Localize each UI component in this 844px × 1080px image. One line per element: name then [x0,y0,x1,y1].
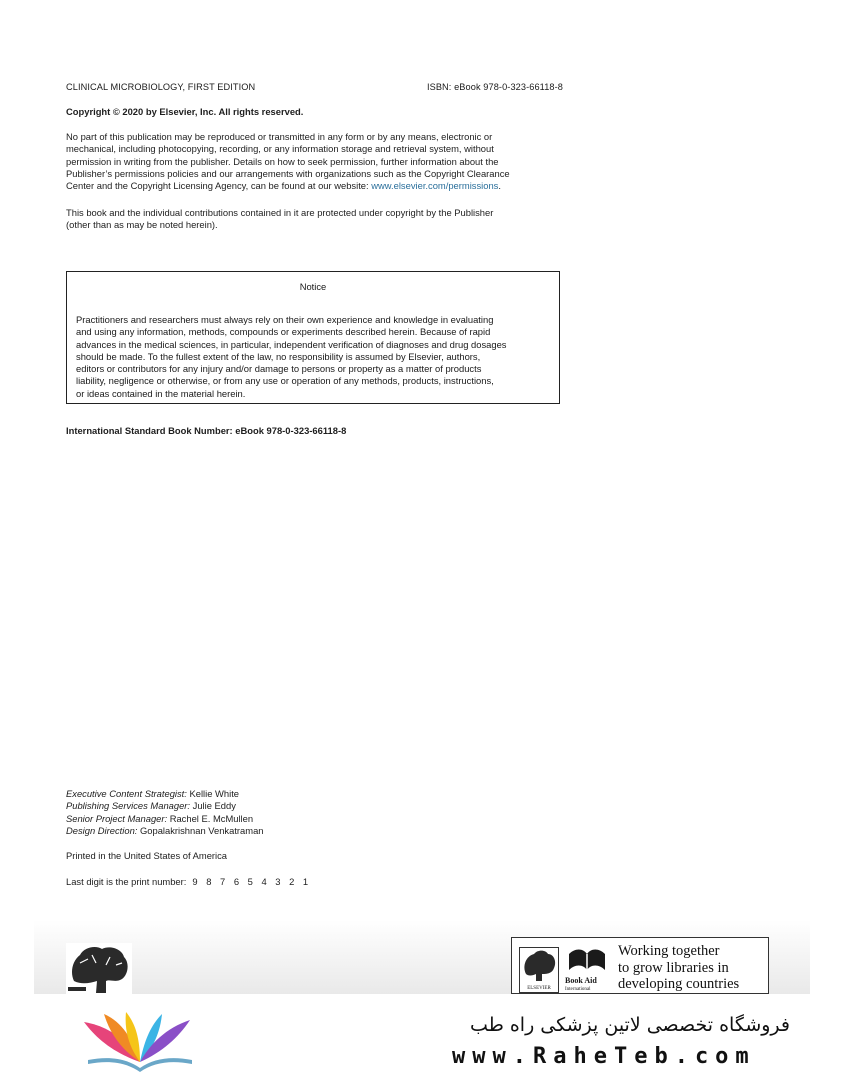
rights-line: Publisher’s permissions policies and our arrangements with organizations such as the Copyright Clearance [66,167,510,179]
elsevier-small-logo [519,947,559,993]
credit-line [66,825,264,837]
bookaid-mark-icon [565,944,609,974]
permissions-link[interactable]: www.elsevier.com/permissions [371,180,499,192]
book-title: CLINICAL MICROBIOLOGY, FIRST EDITION [66,82,256,92]
credit-name: Kellie White [186,788,240,799]
notice-line: should be made. To the fullest extent of the law, no responsibility is assumed by Elsevier, authors, [76,350,481,362]
bookaid-banner [511,937,769,994]
bookaid-line: developing countries [618,976,740,992]
rights-paragraph [66,131,566,192]
notice-line: liability, negligence or otherwise, or from any use or operation of any methods, products, instructions, [76,375,494,387]
protection-paragraph [66,207,566,232]
credit-line [66,813,264,825]
store-url[interactable]: www.RaheTeb.com [452,1044,756,1069]
rights-line [66,180,566,192]
bookaid-label: Book Aid [565,976,597,985]
header-isbn: ISBN: eBook 978-0-323-66118-8 [426,82,563,92]
store-name: فروشگاه تخصصی لاتین پزشکی راه طب [470,1014,790,1036]
bookaid-text [618,943,768,993]
credit-line [66,788,264,800]
bookaid-line: Working together [618,943,720,959]
notice-line: Practitioners and researchers must always rely on their own experience and knowledge in evaluating [76,314,494,325]
credit-name: Gopalakrishnan Venkatraman [137,824,264,836]
print-number-label: Last digit is the print number: [66,876,187,887]
credit-role: Publishing Services Manager: [66,800,191,812]
notice-line: or ideas contained in the material herein. [76,387,246,399]
credit-name: Julie Eddy [190,800,236,812]
credit-name: Rachel E. McMullen [167,812,254,824]
print-numbers: 9 8 7 6 5 4 3 2 1 [192,876,309,887]
rights-line: permission in writing from the publisher. Details on how to seek permission, further information about the [66,155,499,167]
isbn-full: International Standard Book Number: eBook 978-0-323-66118-8 [66,425,347,436]
notice-line: editors or contributors for any injury and/or damage to persons or property as a matter of products [76,363,482,375]
credit-role: Senior Project Manager: [66,812,168,824]
notice-box [66,271,560,404]
bookaid-sub: International [565,987,591,992]
print-number-line [66,876,308,888]
notice-line: and using any information, methods, compounds or experiments described herein. Because of rapid [76,326,491,338]
credit-role: Design Direction: [66,824,138,836]
copyright-line: Copyright © 2020 by Elsevier, Inc. All rights reserved. [66,106,304,117]
bookaid-logo [565,944,613,992]
notice-body [76,314,554,400]
protection-line: This book and the individual contributions contained in it are protected under copyright by the Publisher [66,207,494,218]
rights-line: No part of this publication may be reproduced or transmitted in any form or by any means, electronic or [66,131,493,142]
notice-line: advances in the medical sciences, in particular, independent verification of diagnoses and drug dosages [76,338,507,350]
book-fan-logo [78,1012,202,1074]
protection-line: (other than as may be noted herein). [66,219,218,231]
notice-title: Notice [299,281,327,292]
printed-line: Printed in the United States of America [66,850,228,861]
rights-line: mechanical, including photocopying, recording, or any information storage and retrieval system, without [66,143,494,155]
tree-icon [520,948,558,982]
rights-line-suffix: . [498,180,501,192]
credit-role: Executive Content Strategist: [66,788,187,799]
bookaid-line: to grow libraries in [618,959,729,976]
rights-line-prefix: Center and the Copyright Licensing Agency, can be found at our website: [66,180,372,192]
elsevier-small-label: ELSEVIER [527,986,551,991]
credits-list [66,788,264,837]
credit-line [66,800,264,812]
elsevier-tree-logo [66,943,132,994]
